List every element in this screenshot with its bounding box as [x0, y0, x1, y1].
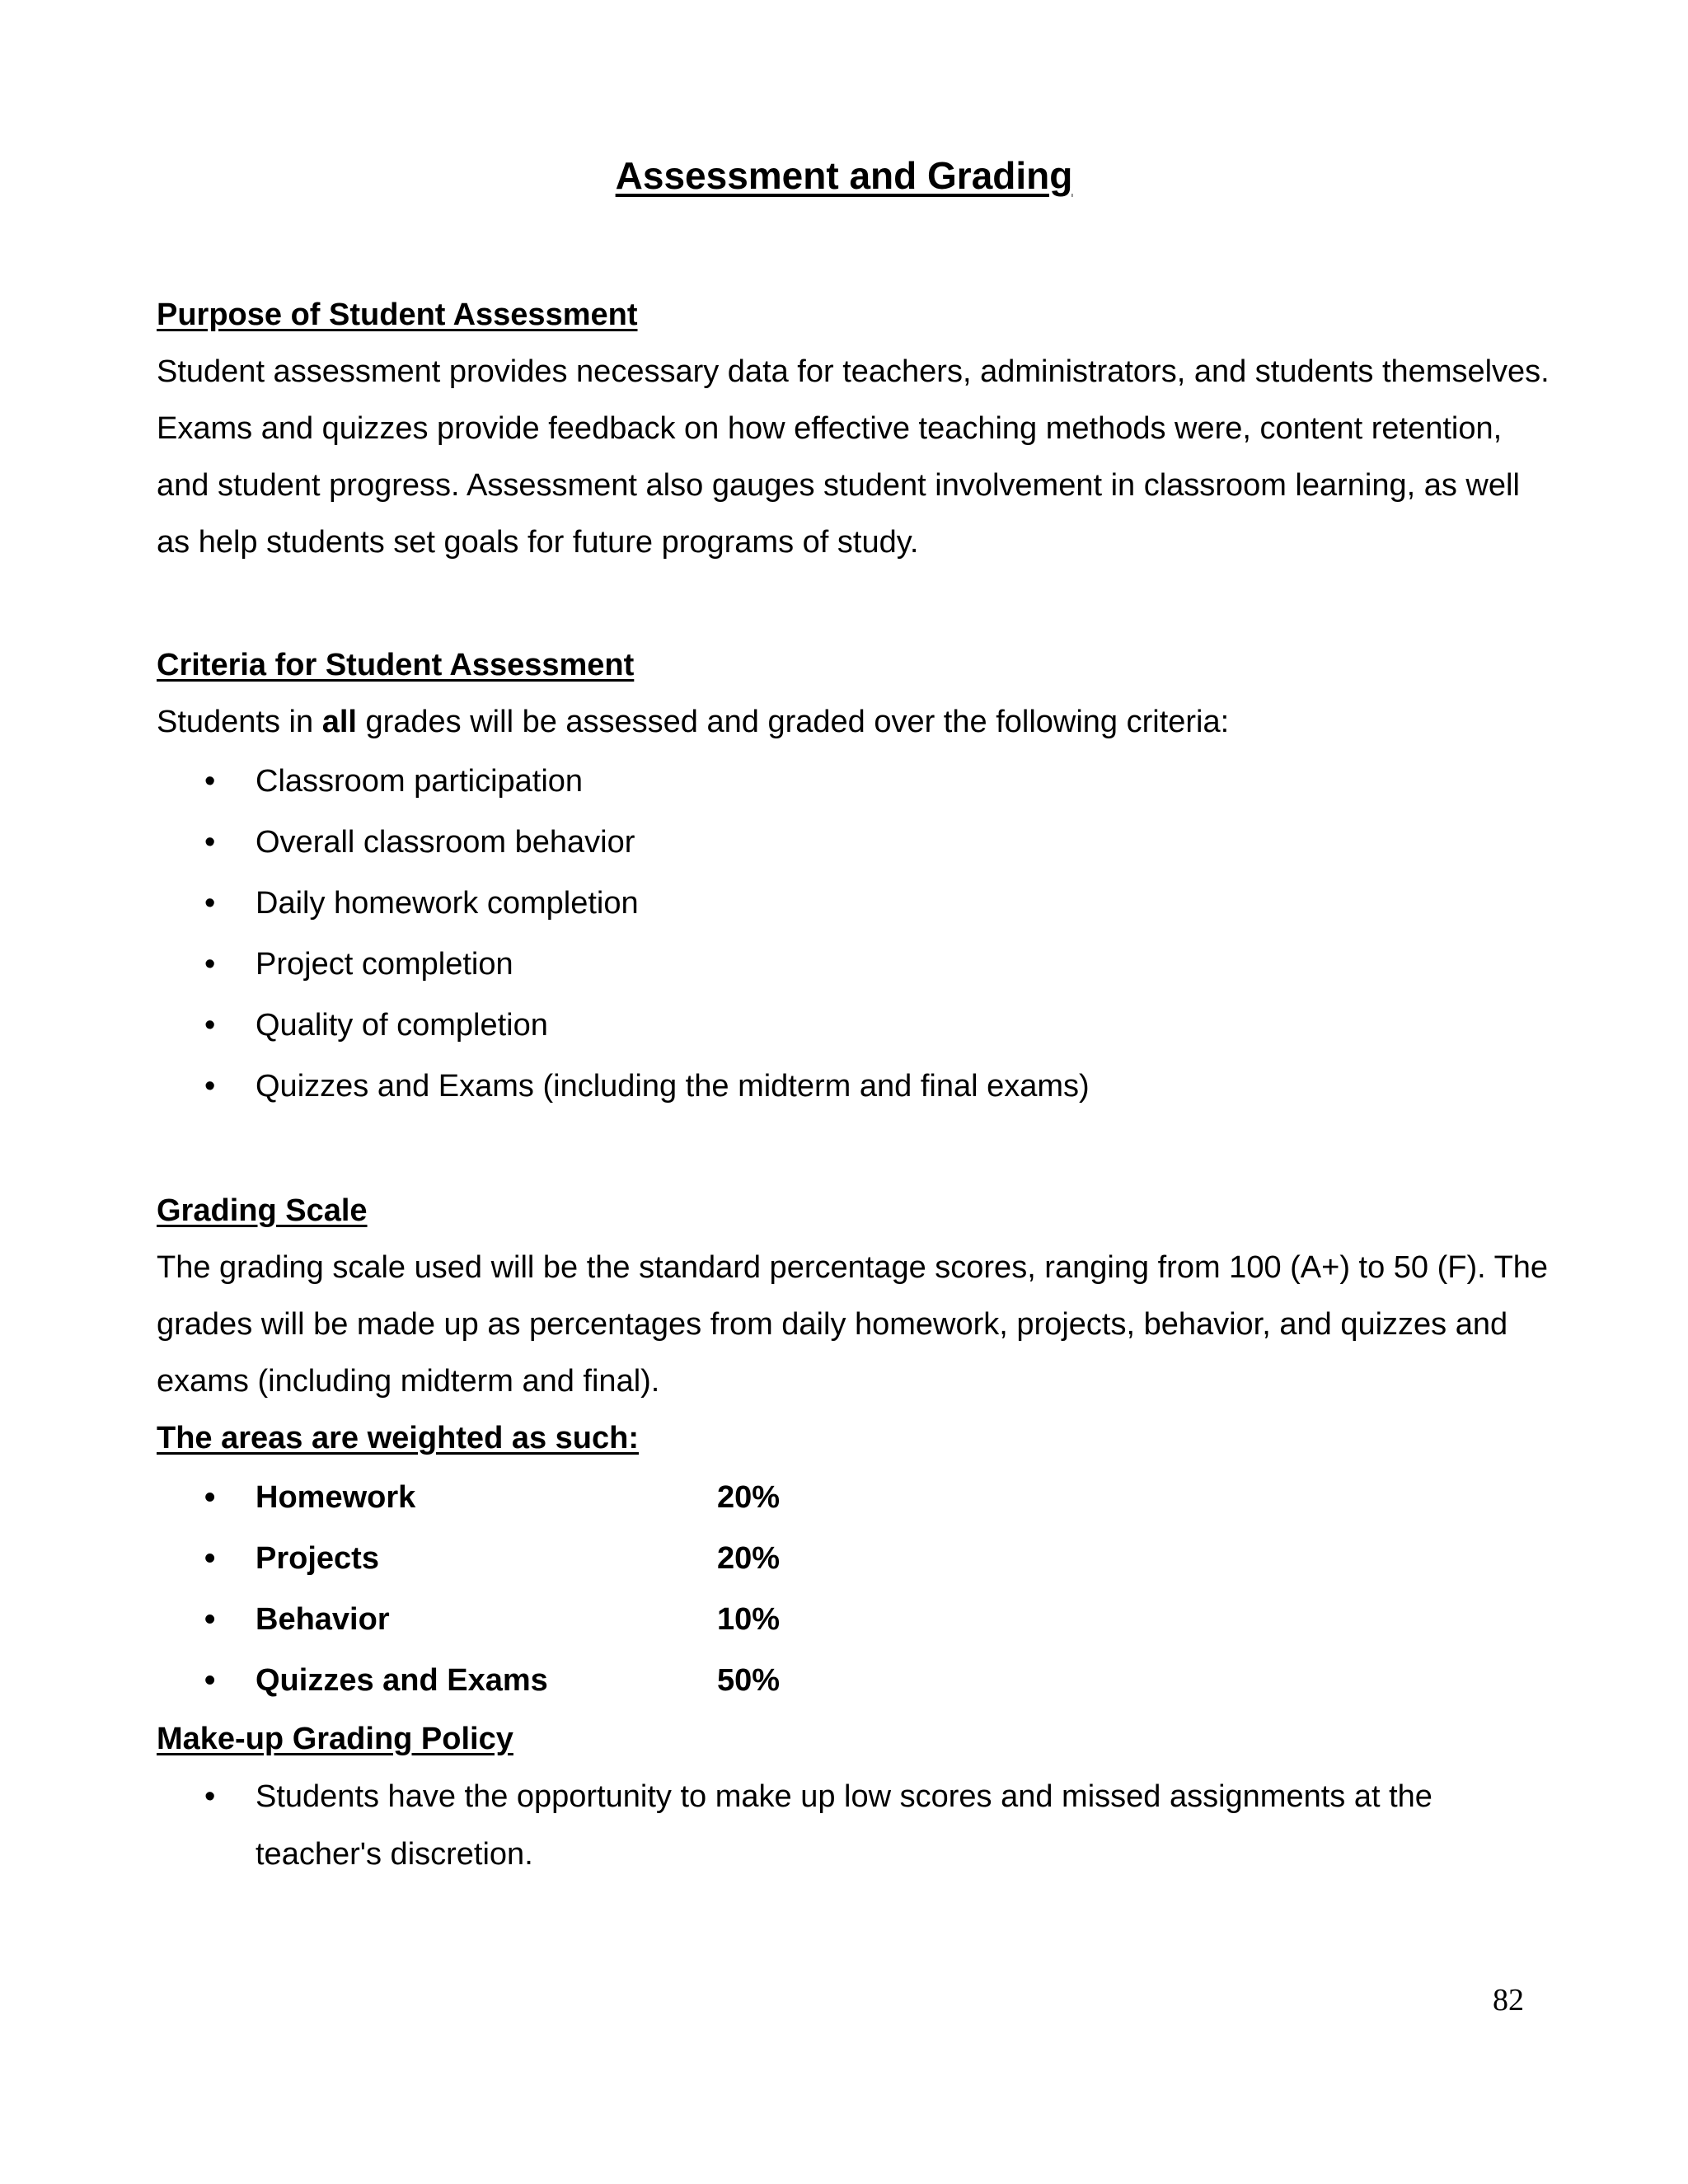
weight-label: Quizzes and Exams	[256, 1663, 548, 1698]
bullet-icon: •	[204, 947, 216, 982]
weight-label: Projects	[256, 1541, 379, 1576]
list-item-text: Daily homework completion	[256, 886, 639, 921]
criteria-section	[157, 637, 1550, 1117]
weight-row	[157, 1528, 1550, 1589]
section-spacer	[157, 1117, 1550, 1183]
weight-value: 50%	[717, 1663, 781, 1698]
list-item-text: Overall classroom behavior	[256, 825, 635, 860]
weight-label: Homework	[256, 1480, 416, 1515]
list-item-text: Project completion	[256, 947, 513, 982]
grading-scale-heading: Grading Scale	[157, 1193, 368, 1228]
bullet-icon: •	[204, 1779, 216, 1814]
makeup-heading: Make-up Grading Policy	[157, 1722, 513, 1756]
weights-heading: The areas are weighted as such:	[157, 1421, 640, 1455]
grading-scale-section	[157, 1183, 1550, 1711]
criteria-intro-emphasis: all	[321, 705, 357, 739]
bullet-icon: •	[204, 1069, 216, 1104]
section-spacer	[157, 571, 1550, 637]
list-item	[157, 995, 1550, 1056]
criteria-intro	[157, 694, 1550, 751]
purpose-body: Student assessment provides necessary data for teachers, administrators, and students themselves. Exams and quizzes provide feedback on how effective teaching methods were, content retention, and student progress. Assessment also gauges student involvement in classroom learning, as well as help students set goals for future programs of study.	[157, 354, 1550, 560]
criteria-heading: Criteria for Student Assessment	[157, 648, 635, 682]
makeup-list	[157, 1768, 1550, 1883]
weight-value: 20%	[717, 1541, 781, 1576]
weight-row	[157, 1650, 1550, 1711]
list-item-text: Quizzes and Exams (including the midterm and final exams)	[256, 1069, 1090, 1104]
weight-row	[157, 1589, 1550, 1650]
bullet-icon: •	[204, 825, 216, 860]
bullet-icon: •	[204, 886, 216, 921]
weight-label: Behavior	[256, 1602, 390, 1637]
page-content	[157, 287, 1550, 1883]
list-item	[157, 751, 1550, 812]
weight-value: 10%	[717, 1602, 781, 1637]
list-item	[157, 1056, 1550, 1117]
list-item	[157, 1768, 1550, 1883]
criteria-intro-start: Students in	[157, 705, 322, 739]
page-title: Assessment and Grading	[615, 154, 1073, 197]
page-number: 82	[1493, 1983, 1524, 2018]
makeup-section	[157, 1711, 1550, 1883]
list-item	[157, 812, 1550, 873]
bullet-icon: •	[204, 1541, 216, 1576]
list-item-text: Quality of completion	[256, 1008, 548, 1043]
bullet-icon: •	[204, 1602, 216, 1637]
weight-row	[157, 1467, 1550, 1528]
list-item-text: Classroom participation	[256, 764, 584, 799]
grading-scale-body: The grading scale used will be the standard percentage scores, ranging from 100 (A+) to 50 (F). The grades will be made up as percentages from daily homework, projects, behavior, and quizzes and exams (including midterm and final).	[157, 1250, 1549, 1399]
bullet-icon: •	[204, 764, 216, 799]
bullet-icon: •	[204, 1480, 216, 1515]
purpose-section	[157, 287, 1550, 571]
bullet-icon: •	[204, 1663, 216, 1698]
bullet-icon: •	[204, 1008, 216, 1043]
weight-value: 20%	[717, 1480, 781, 1515]
weights-list	[157, 1467, 1550, 1711]
list-item	[157, 934, 1550, 995]
list-item-text: Students have the opportunity to make up low scores and missed assignments at the teacher's discretion.	[256, 1779, 1432, 1872]
list-item	[157, 873, 1550, 934]
criteria-intro-end: grades will be assessed and graded over the following criteria:	[356, 705, 1230, 739]
criteria-list	[157, 751, 1550, 1117]
purpose-heading: Purpose of Student Assessment	[157, 298, 638, 332]
